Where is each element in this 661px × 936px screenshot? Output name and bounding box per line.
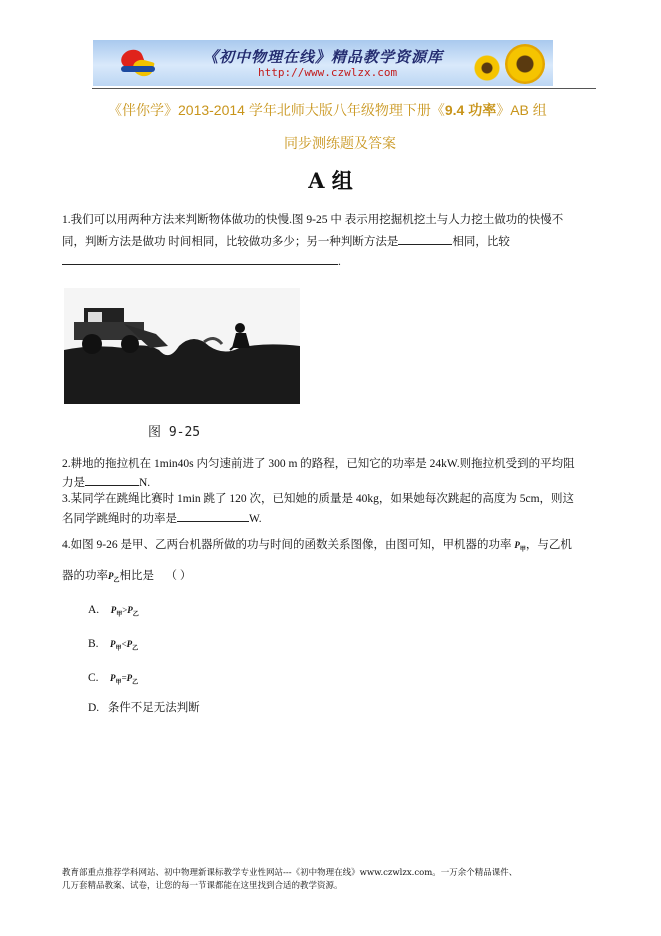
header-banner <box>93 40 553 86</box>
option-d[interactable]: D. 条件不足无法判断 <box>88 702 200 714</box>
option-a[interactable]: A. $P_甲>P_乙$ <box>88 604 139 618</box>
figure-caption: 图 9-25 <box>148 425 201 440</box>
option-c[interactable]: C. $P_甲=P_乙$ <box>88 672 139 686</box>
figure-excavator-vs-worker <box>64 288 300 404</box>
power-jia-symbol: $P_甲$ <box>514 540 526 553</box>
header-divider <box>92 88 596 89</box>
answer-blank[interactable] <box>398 230 452 245</box>
banner-url[interactable]: http://www.czwlzx.com <box>258 66 398 79</box>
answer-blank[interactable] <box>177 507 249 522</box>
footer-line1: 教育部重点推荐学科网站、初中物理新课标教学专业性网站---《初中物理在线》www.czwlzx.com。一万余个精品课件、 <box>62 868 518 878</box>
question-1-line3: . <box>62 250 341 272</box>
group-heading: A 组 <box>308 168 353 193</box>
question-2-line1: 2.耕地的拖拉机在 1min40s 内匀速前进了 300 m 的路程，已知它的功率是 24kW.则拖拉机受到的平均阻 <box>62 458 575 470</box>
banner-title: 《初中物理在线》精品教学资源库 <box>203 48 444 66</box>
question-4-line1: 4.如图 9-26 是甲、乙两台机器所做的功与时间的函数关系图像，由图可知，甲机器的功率 $P_甲$，与乙机 <box>62 539 572 553</box>
question-3-line1: 3.某同学在跳绳比赛时 1min 跳了 120 次，已知她的质量是 40kg，如果她每次跳起的高度为 5cm，则这 <box>62 493 575 505</box>
power-yi-symbol: $P_乙$ <box>108 571 120 584</box>
question-1-line1: 1.我们可以用两种方法来判断物体做功的快慢.图 9-25 中 表示用挖掘机挖土与人力挖土做功的快慢不 <box>62 214 564 226</box>
option-b[interactable]: B. $P_甲<P_乙$ <box>88 638 139 652</box>
excavator-illustration <box>64 288 300 404</box>
question-1-line2: 同，判断方法是做功 时间相同，比较做功多少；另一种判断方法是 相同，比较 <box>62 230 510 252</box>
sunflower-icon <box>473 54 501 82</box>
question-3-line2: 名同学跳绳时的功率是 W. <box>62 507 262 529</box>
footer-line2: 几万套精品教案、试卷，让您的每一节课都能在这里找到合适的教学资源。 <box>62 881 343 891</box>
document-title-line1: 《伴你学》2013-2014 学年北师大版八年级物理下册《9.4 功率》AB 组 <box>108 102 547 118</box>
answer-blank[interactable] <box>85 471 139 486</box>
document-title-line2: 同步测练题及答案 <box>284 135 396 151</box>
question-2-line2: 力是 N. <box>62 471 150 493</box>
answer-blank[interactable] <box>62 250 338 265</box>
logo-blue-shape <box>121 66 155 72</box>
sunflower-icon <box>505 44 545 84</box>
question-4-line2: 器的功率$P_乙$相比是 （ ） <box>62 570 192 584</box>
